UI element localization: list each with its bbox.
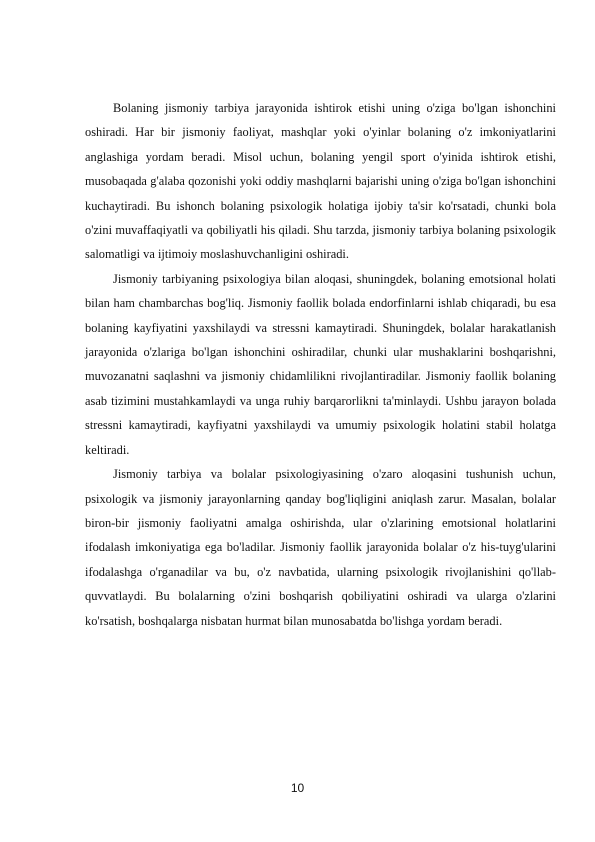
body-text: [85, 96, 556, 633]
paragraph-2: Jismoniy tarbiyaning psixologiya bilan aloqasi, shuningdek, bolaning emotsional holati bilan ham chambarchas bog'liq. Jismoniy faollik bolada endorfinlarni ishlab chiqaradi, bu esa bolaning kayfiyatini yaxshilaydi va stressni kamaytiradi. Shuningdek, bolalar harakatlanish jarayonida o'zlariga bo'lgan ishonchini oshiradilar, chunki ular mushaklarini boshqarishni, muvozanatni saqlashni va jismoniy chidamlilikni rivojlantiradilar. Jismoniy faollik bolaning asab tizimini mustahkamlaydi va unga ruhiy barqarorlikni ta'minlaydi. Ushbu jarayon bolada stressni kamaytiradi, kayfiyatni yaxshilaydi va umumiy psixologik holatini stabil holatga keltiradi.: [85, 271, 556, 457]
paragraph-3: Jismoniy tarbiya va bolalar psixologiyasining o'zaro aloqasini tushunish uchun, psixologik va jismoniy jarayonlarning qanday bog'liqligini aniqlash zarur. Masalan, bolalar biron-bir jismoniy faoliyatni amalga oshirishda, ular o'zlarining emotsional holatlarini ifodalash imkoniyatiga ega bo'ladilar. Jismoniy faollik jarayonida bolalar o'z his-tuyg'ularini ifodalashga o'rganadilar va bu, o'z navbatida, ularning psixologik rivojlanishini qo'llab-quvvatlaydi. Bu bolalarning o'zini boshqarish qobiliyatini oshiradi va ularga o'zlarini ko'rsatish, boshqalarga nisbatan hurmat bilan munosabatda bo'lishga yordam beradi.: [85, 467, 556, 628]
paragraph-1: Bolaning jismoniy tarbiya jarayonida ishtirok etishi uning o'ziga bo'lgan ishonchini oshiradi. Har bir jismoniy faoliyat, mashqlar yoki o'yinlar bolaning o'z imkoniyatlarini anglashiga yordam beradi. Misol uchun, bolaning yengil sport o'yinida ishtirok etishi, musobaqada g'alaba qozonishi yoki oddiy mashqlarni bajarishi uning o'ziga bo'lgan ishonchini kuchaytiradi. Bu ishonch bolaning psixologik holatiga ijobiy ta'sir ko'rsatadi, chunki bola o'zini muvaffaqiyatli va qobiliyatli his qiladi. Shu tarzda, jismoniy tarbiya bolaning psixologik salomatligi va ijtimoiy moslashuvchanligini oshiradi.: [85, 101, 556, 262]
page-number: 10: [290, 781, 305, 795]
